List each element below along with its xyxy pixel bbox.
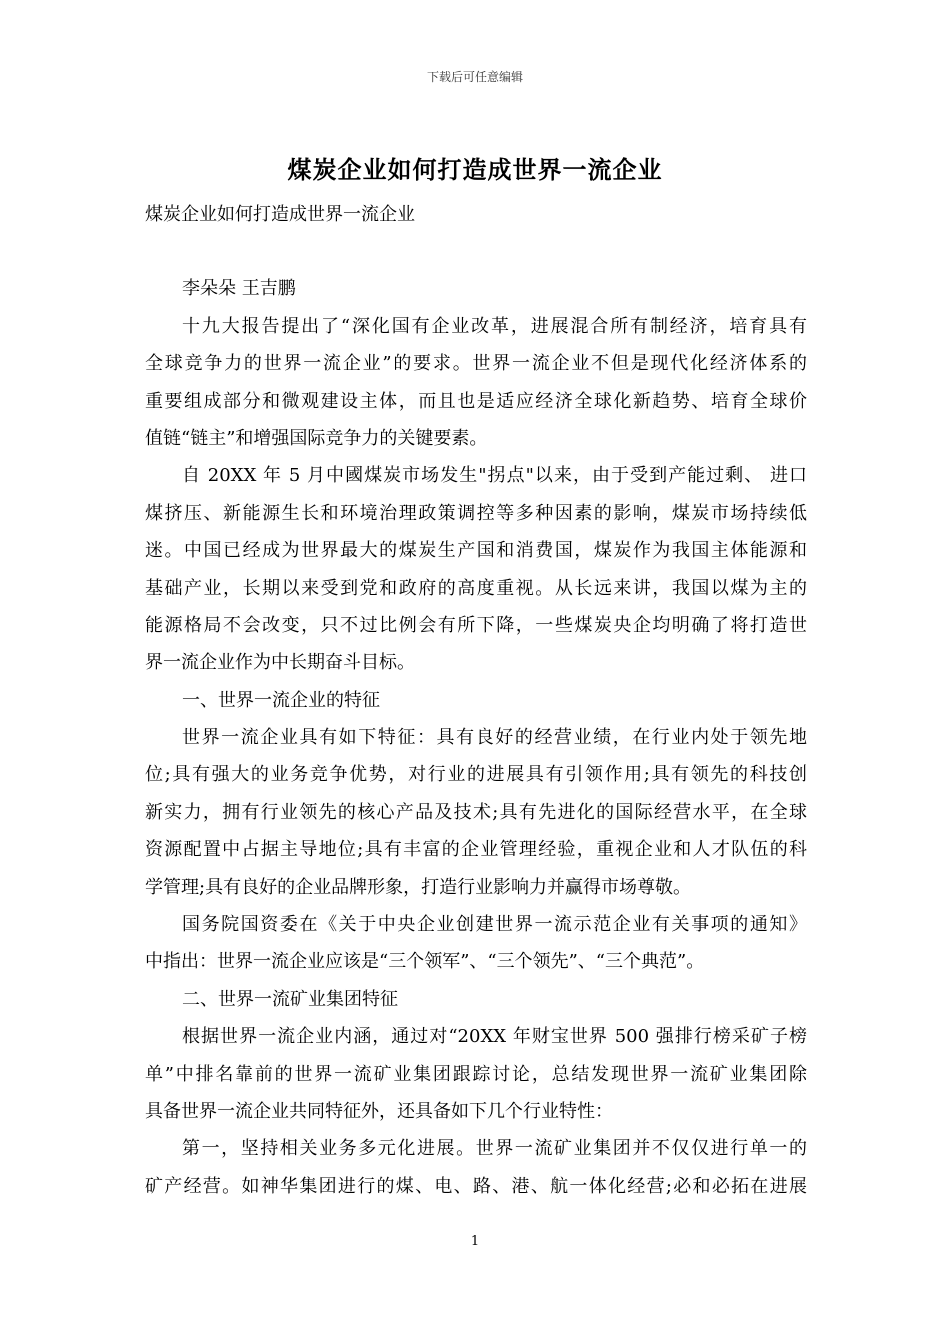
paragraph-line: 重要组成部分和微观建设主体，而且也是适应经济全球化新趋势、培育全球价	[145, 390, 807, 412]
paragraph-line: 能源格局不会改变，只不过比例会有所下降，一些煤炭央企均明确了将打造世	[145, 614, 807, 636]
paragraph-line: 具备世界一流企业共同特征外，还具备如下几个行业特性：	[145, 1100, 613, 1122]
paragraph-line: 第一，坚持相关业务多元化进展。世界一流矿业集团并不仅仅进行单一的	[182, 1138, 807, 1160]
author-line: 李朵朵 王吉鹏	[182, 278, 296, 300]
paragraph-line: 中指出：世界一流企业应该是“三个领军”、“三个领先”、“三个典范”。	[145, 951, 705, 973]
page-header-note: 下载后可任意编辑	[426, 70, 523, 84]
paragraph-line: 界一流企业作为中长期奋斗目标。	[145, 652, 415, 674]
paragraph-line: 单”中排名靠前的世界一流矿业集团跟踪讨论，总结发现世界一流矿业集团除	[145, 1063, 807, 1085]
paragraph-line: 学管理;具有良好的企业品牌形象，打造行业影响力并赢得市场尊敬。	[145, 876, 692, 898]
subtitle-line: 煤炭企业如何打造成世界一流企业	[145, 204, 415, 225]
paragraph-line: 根据世界一流企业内涵，通过对“20XX 年财宝世界 500 强排行榜采矿子榜	[182, 1026, 807, 1048]
paragraph-line: 迷。中国已经成为世界最大的煤炭生产国和消费国，煤炭作为我国主体能源和	[145, 540, 807, 562]
paragraph-line: 二、世界一流矿业集团特征	[182, 988, 398, 1010]
paragraph-line: 世界一流企业具有如下特征：具有良好的经营业绩，在行业内处于领先地	[182, 727, 807, 749]
paragraph-line: 全球竞争力的世界一流企业”的要求。世界一流企业不但是现代化经济体系的	[145, 353, 807, 375]
document-body	[145, 196, 807, 1205]
document-title: 煤炭企业如何打造成世界一流企业	[287, 155, 663, 184]
paragraph-line: 资源配置中占据主导地位;具有丰富的企业管理经验，重视企业和人才队伍的科	[145, 839, 807, 861]
paragraph-line: 值链“链主”和增强国际竞争力的关键要素。	[145, 427, 488, 449]
page-number: 1	[470, 1234, 480, 1249]
paragraph-line: 自 20XX 年 5 月中國煤炭市场发生"拐点"以来，由于受到产能过剩、 进口	[182, 465, 807, 487]
paragraph-line: 十九大报告提出了“深化国有企业改革，进展混合所有制经济，培育具有	[182, 315, 807, 337]
paragraph-line: 煤挤压、新能源生长和环境治理政策调控等多种因素的影响，煤炭市场持续低	[145, 502, 807, 524]
paragraph-line: 矿产经营。如神华集团进行的煤、电、路、港、航一体化经营;必和必拓在进展	[145, 1175, 807, 1197]
paragraph-line: 一、世界一流企业的特征	[182, 689, 380, 711]
paragraph-line: 基础产业，长期以来受到党和政府的高度重视。从长远来讲，我国以煤为主的	[145, 577, 807, 599]
paragraph-line: 新实力，拥有行业领先的核心产品及技术;具有先进化的国际经营水平，在全球	[145, 801, 807, 823]
paragraph-line: 国务院国资委在《关于中央企业创建世界一流示范企业有关事项的通知》	[182, 914, 807, 936]
paragraph-line: 位;具有强大的业务竞争优势，对行业的进展具有引领作用;具有领先的科技创	[145, 764, 807, 786]
